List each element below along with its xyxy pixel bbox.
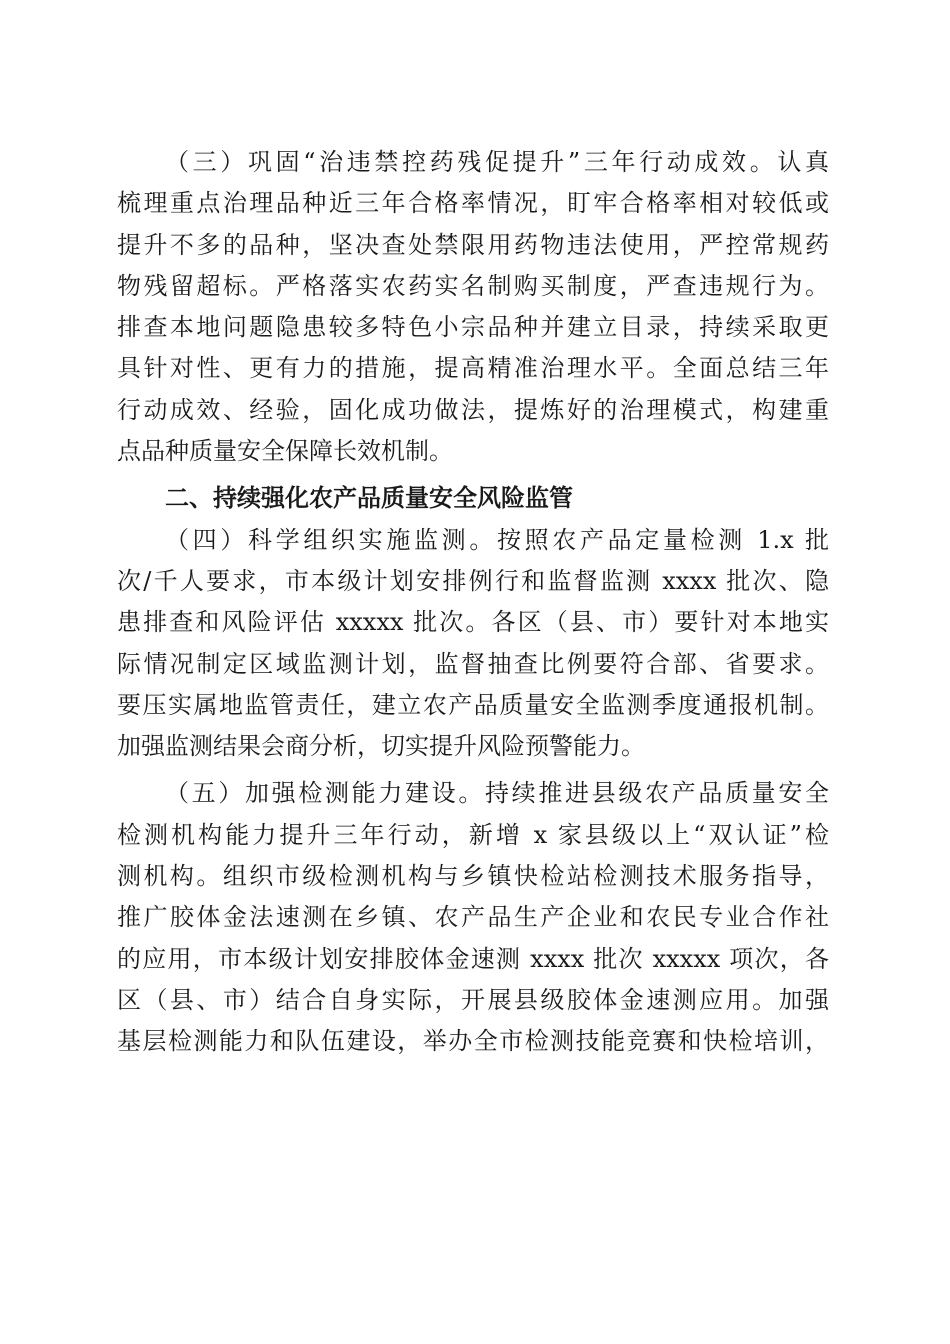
text-line: 行动成效、经验，固化成功做法，提炼好的治理模式，构建重 xyxy=(117,395,829,424)
text-line: 的应用，市本级计划安排胶体金速测 xxxx 批次 xxxxx 项次，各 xyxy=(117,944,829,973)
text-line: （四）科学组织实施监测。按照农产品定量检测 1.x 批 xyxy=(165,525,829,554)
text-line: 推广胶体金法速测在乡镇、农产品生产企业和农民专业合作社 xyxy=(117,903,829,932)
text-line: 点品种质量安全保障长效机制。 xyxy=(117,437,453,466)
text-line: 区（县、市）结合自身实际，开展县级胶体金速测应用。加强 xyxy=(117,985,829,1014)
text-line: （三）巩固“治违禁控药残促提升”三年行动成效。认真 xyxy=(165,148,829,176)
text-line: 次/千人要求，市本级计划安排例行和监督监测 xxxx 批次、隐 xyxy=(117,566,829,595)
text-line: 际情况制定区域监测计划，监督抽查比例要符合部、省要求。 xyxy=(117,649,829,678)
text-line: 患排查和风险评估 xxxxx 批次。各区（县、市）要针对本地实 xyxy=(117,608,829,637)
text-line: 加强监测结果会商分析，切实提升风险预警能力。 xyxy=(117,732,645,761)
section-heading: 二、持续强化农产品质量安全风险监管 xyxy=(165,484,573,513)
text-line: 具针对性、更有力的措施，提高精准治理水平。全面总结三年 xyxy=(117,354,829,383)
text-line: 排查本地问题隐患较多特色小宗品种并建立目录，持续采取更 xyxy=(117,313,829,342)
text-line: 测机构。组织市级检测机构与乡镇快检站检测技术服务指导， xyxy=(117,862,829,891)
text-line: 要压实属地监管责任，建立农产品质量安全监测季度通报机制。 xyxy=(117,690,829,719)
text-line: 物残留超标。严格落实农药实名制购买制度，严查违规行为。 xyxy=(117,271,829,300)
text-line: 检测机构能力提升三年行动，新增 x 家县级以上“双认证”检 xyxy=(117,820,829,849)
paragraph-section-4 xyxy=(117,520,829,768)
text-line: （五）加强检测能力建设。持续推进县级农产品质量安全 xyxy=(165,779,829,808)
text-line: 提升不多的品种，坚决查处禁限用药物违法使用，严控常规药 xyxy=(117,230,829,259)
text-line: 梳理重点治理品种近三年合格率情况，盯牢合格率相对较低或 xyxy=(117,189,829,218)
document-page xyxy=(117,142,829,1063)
paragraph-section-3 xyxy=(117,142,829,472)
paragraph-section-5 xyxy=(117,773,829,1062)
text-line: 基层检测能力和队伍建设，举办全市检测技能竞赛和快检培训， xyxy=(117,1027,829,1056)
